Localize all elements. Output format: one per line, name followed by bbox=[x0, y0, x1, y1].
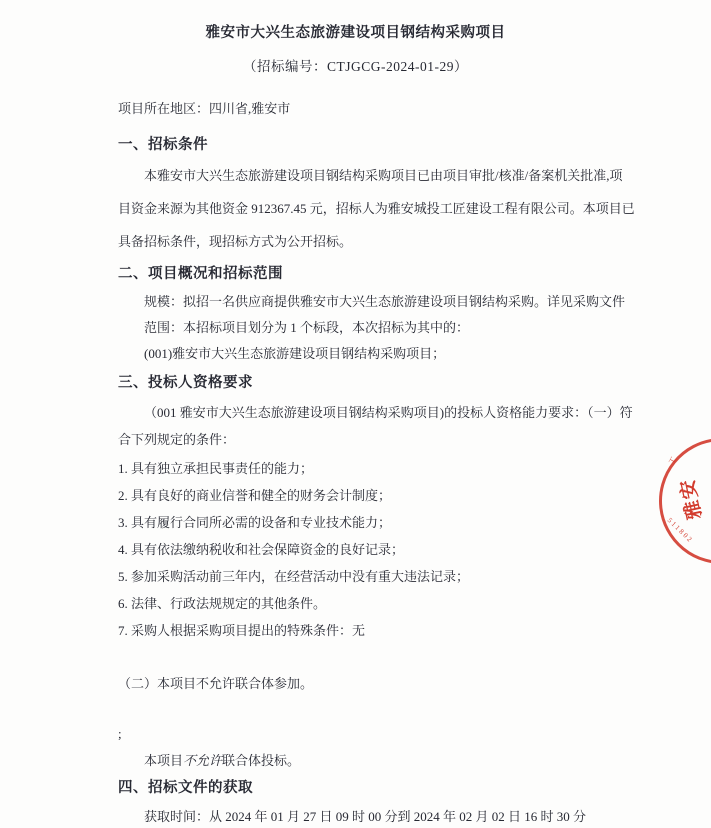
section-heading-bidder-qualification: 三、投标人资格要求 bbox=[118, 375, 253, 391]
no-consortium-participation-line: （二）本项目不允许联合体参加。 bbox=[118, 676, 314, 691]
qualification-item: 3. 具有履行合同所必需的设备和专业技术能力； bbox=[118, 515, 392, 530]
qualification-item: 5. 参加采购活动前三年内，在经营活动中没有重大违法记录； bbox=[118, 569, 470, 584]
seal-arc-text: 工 bbox=[666, 454, 680, 467]
qualification-item: 4. 具有依法缴纳税收和社会保障资金的良好记录； bbox=[118, 542, 405, 557]
project-overview-paragraph bbox=[118, 289, 630, 367]
no-jv-prefix: 本项目 bbox=[144, 753, 184, 768]
project-location: 项目所在地区：四川省,雅安市 bbox=[118, 101, 291, 116]
qualification-intro bbox=[118, 399, 633, 453]
official-seal bbox=[653, 432, 711, 570]
document-header bbox=[0, 0, 711, 75]
section-heading-document-acquisition: 四、招标文件的获取 bbox=[118, 780, 253, 796]
acquisition-time-line: 获取时间：从 2024 年 01 月 27 日 09 时 00 分到 2024 年 02 月 02 日 16 时 30 分 bbox=[144, 809, 587, 824]
document-title: 雅安市大兴生态旅游建设项目钢结构采购项目 bbox=[205, 25, 506, 41]
no-jv-suffix: 联合体投标。 bbox=[222, 753, 301, 768]
stray-semicolon: ; bbox=[118, 726, 122, 741]
lot-line: (001)雅安市大兴生态旅游建设项目钢结构采购项目； bbox=[144, 346, 446, 361]
qualification-item: 6. 法律、行政法规规定的其他条件。 bbox=[118, 596, 327, 611]
no-jv-emphasis: 不允许 bbox=[183, 753, 223, 768]
qualification-item: 1. 具有独立承担民事责任的能力； bbox=[118, 461, 314, 476]
intro-line: （001 雅安市大兴生态旅游建设项目钢结构采购项目)的投标人资格能力要求：（一）符 bbox=[144, 405, 633, 420]
seal-code-digits: 511802 bbox=[665, 516, 695, 545]
tender-number: （招标编号：CTJGCG-2024-01-29） bbox=[243, 59, 468, 74]
scope-line: 范围：本招标项目划分为 1 个标段，本次招标为其中的： bbox=[144, 320, 470, 335]
tender-conditions-paragraph bbox=[118, 159, 635, 258]
qualification-items bbox=[118, 455, 630, 644]
seal-characters: 雅安 bbox=[676, 475, 707, 522]
qualification-item: 2. 具有良好的商业信誉和健全的财务会计制度； bbox=[118, 488, 392, 503]
intro-line: 合下列规定的条件： bbox=[118, 432, 236, 447]
section-heading-project-overview: 二、项目概况和招标范围 bbox=[118, 266, 283, 282]
no-consortium-bid-line bbox=[118, 747, 630, 774]
scale-line: 规模：拟招一名供应商提供雅安市大兴生态旅游建设项目钢结构采购。详见采购文件 bbox=[144, 294, 626, 309]
section-heading-tender-conditions: 一、招标条件 bbox=[118, 137, 208, 153]
document-body bbox=[118, 96, 635, 828]
paragraph-line: 本雅安市大兴生态旅游建设项目钢结构采购项目已由项目审批/核准/备案机关批准,项 bbox=[144, 168, 623, 183]
paragraph-line: 目资金来源为其他资金 912367.45 元，招标人为雅安城投工匠建设工程有限公司。本项目已 bbox=[118, 201, 635, 216]
paragraph-line: 具备招标条件，现招标方式为公开招标。 bbox=[118, 234, 353, 249]
qualification-item: 7. 采购人根据采购项目提出的特殊条件：无 bbox=[118, 623, 366, 638]
